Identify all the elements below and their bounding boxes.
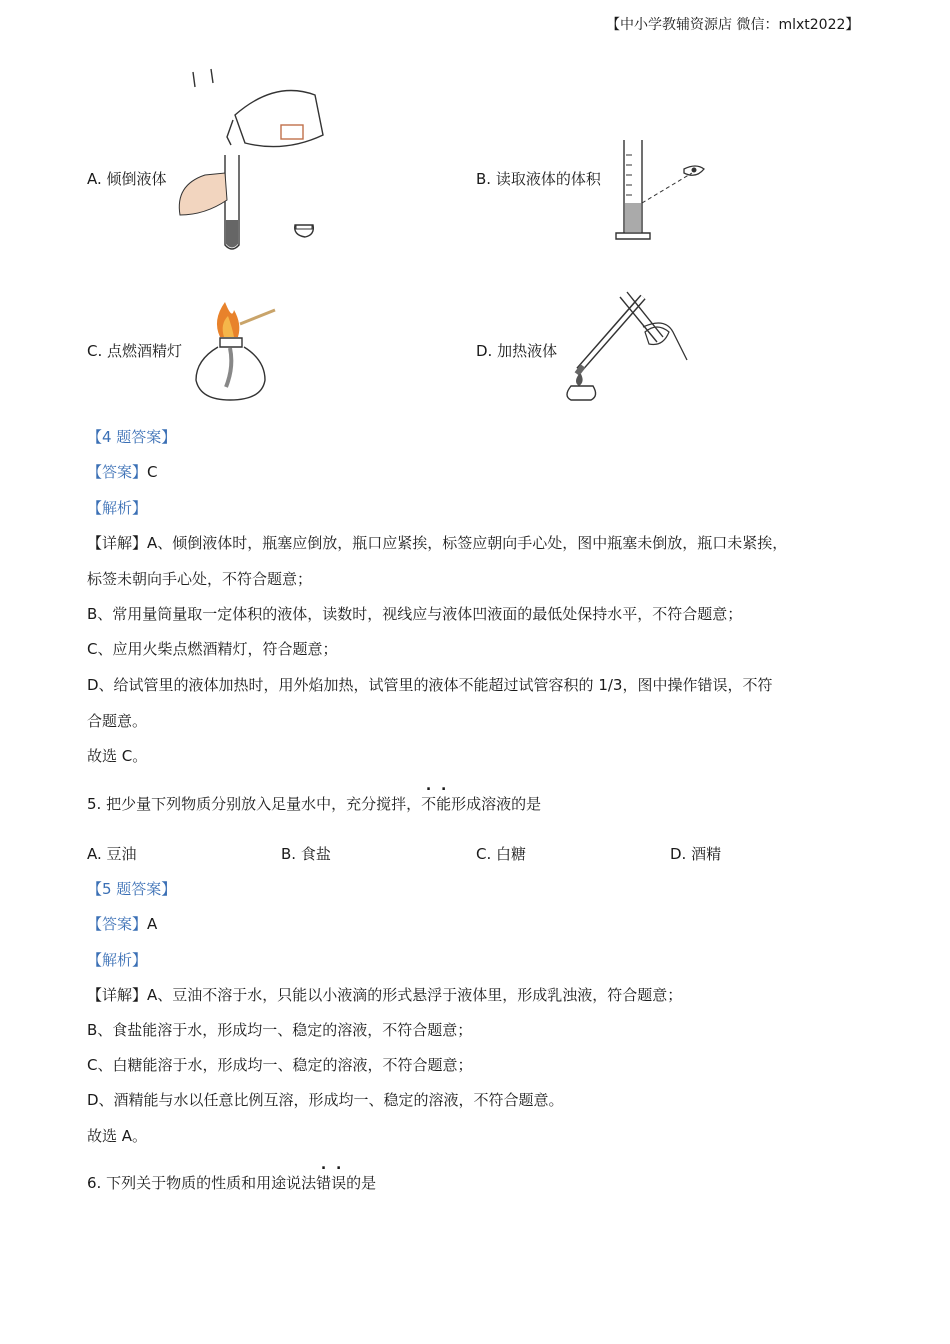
q4-analysis-tag: 【解析】 — [87, 499, 148, 517]
q5-conclusion: 故选 A。 — [87, 1127, 148, 1145]
page-header: 【中小学教辅资源店 微信：mlxt2022】 — [606, 17, 860, 33]
q5-option-b: B. 食盐 — [281, 845, 331, 863]
q5-option-d: D. 酒精 — [670, 845, 722, 863]
answer-value: C — [147, 463, 158, 481]
q5-detail-a — [87, 984, 682, 1005]
emphasis-char: 误 — [331, 1174, 347, 1192]
q4-detail-c: C、应用火柴点燃酒精灯，符合题意； — [87, 640, 338, 658]
alcohol-lamp-illustration — [190, 292, 280, 407]
detail-text: A、倾倒液体时，瓶塞应倒放，瓶口应紧挨，标签应朝向手心处，图中瓶塞未倒放，瓶口未紧挨， — [147, 534, 788, 552]
stem-text: 5. 把少量下列物质分别放入足量水中，充分搅拌， — [87, 795, 422, 813]
q4-option-c-label: C. 点燃酒精灯 — [87, 342, 183, 360]
q4-detail-a-line1 — [87, 532, 787, 553]
q5-detail-b: B、食盐能溶于水，形成均一、稳定的溶液，不符合题意； — [87, 1021, 473, 1039]
q4-detail-b: B、常用量筒量取一定体积的液体，读数时，视线应与液体凹液面的最低处保持水平，不符合题意； — [87, 605, 743, 623]
q4-option-b-label: B. 读取液体的体积 — [476, 170, 601, 188]
q4-conclusion: 故选 C。 — [87, 747, 148, 765]
q4-option-a-label: A. 倾倒液体 — [87, 170, 167, 188]
answer-tag: 【答案】 — [87, 463, 148, 481]
q4-detail-a-line2: 标签未朝向手心处，不符合题意； — [87, 570, 313, 588]
emphasis-char: 不 — [421, 795, 437, 813]
emphasis-char: 错 — [316, 1174, 332, 1192]
q5-detail-d: D、酒精能与水以任意比例互溶，形成均一、稳定的溶液，不符合题意。 — [87, 1091, 564, 1109]
q5-detail-c: C、白糖能溶于水，形成均一、稳定的溶液，不符合题意； — [87, 1056, 473, 1074]
detail-tag: 【详解】 — [87, 986, 148, 1004]
detail-tag: 【详解】 — [87, 534, 148, 552]
q5-answer-line — [87, 913, 157, 934]
stem-text: 6. 下列关于物质的性质和用途说法 — [87, 1174, 317, 1192]
graduated-cylinder-illustration — [612, 135, 712, 245]
stem-text: 的是 — [346, 1174, 377, 1192]
q5-analysis-tag: 【解析】 — [87, 951, 148, 969]
heating-test-tube-illustration — [565, 292, 695, 407]
answer-value: A — [147, 915, 158, 933]
pouring-liquid-illustration — [175, 75, 335, 250]
detail-text: A、豆油不溶于水，只能以小液滴的形式悬浮于液体里，形成乳浊液，符合题意； — [147, 986, 683, 1004]
answer-tag: 【答案】 — [87, 915, 148, 933]
q4-detail-d-line2: 合题意。 — [87, 712, 148, 730]
q4-answer-title: 【4 题答案】 — [87, 428, 177, 446]
q5-answer-title: 【5 题答案】 — [87, 880, 177, 898]
q6-stem — [87, 1172, 376, 1193]
q5-stem — [87, 793, 541, 814]
q5-option-c: C. 白糖 — [476, 845, 527, 863]
q4-answer-line — [87, 461, 158, 482]
q4-option-d-label: D. 加热液体 — [476, 342, 558, 360]
q5-option-a: A. 豆油 — [87, 845, 137, 863]
q4-detail-d-line1: D、给试管里的液体加热时，用外焰加热，试管里的液体不能超过试管容积的 1/3，图中操作错误，不符 — [87, 676, 773, 694]
stem-text: 形成溶液的是 — [451, 795, 542, 813]
emphasis-char: 能 — [436, 795, 452, 813]
